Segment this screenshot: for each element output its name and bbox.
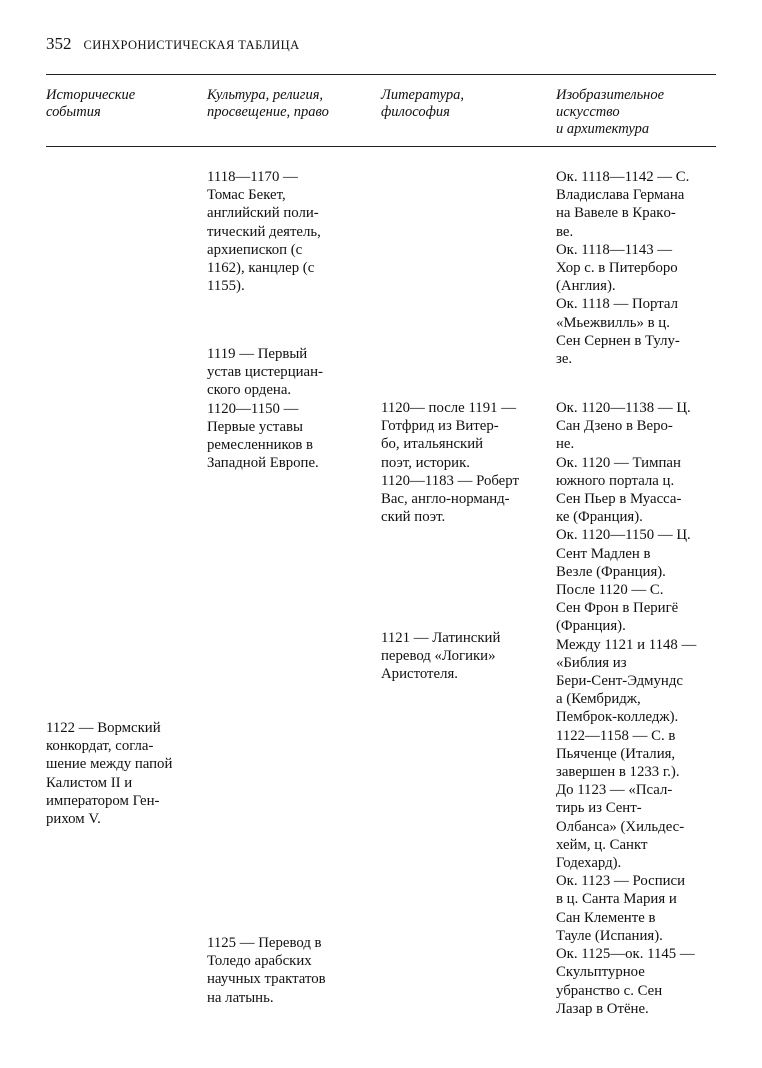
entry-line: в ц. Санта Мария и (556, 891, 677, 908)
entry-line: Скульптурное (556, 964, 645, 981)
entry-line: Сен Пьер в Муасса- (556, 491, 682, 508)
entry-line: конкордат, согла- (46, 738, 154, 755)
entry-line: Ок. 1123 — Росписи (556, 873, 686, 890)
entry-line: шение между папой (46, 756, 173, 773)
culture-entry (207, 934, 377, 1007)
entry-line: Томас Бекет, (207, 187, 286, 204)
entry-line: ского ордена. (207, 382, 292, 399)
entry-line: тический деятель, (207, 223, 321, 240)
entry-line: а (Кембридж, (556, 691, 641, 708)
entry-line: Ок. 1120—1150 — Ц. (556, 527, 691, 544)
entry-line: Сен Сернен в Тулу- (556, 332, 680, 349)
entry-line: Ок. 1120 — Тимпан (556, 454, 681, 471)
header-bottom-rule (46, 146, 716, 147)
entry-line: Сен Фрон в Перигё (556, 600, 679, 617)
entry-line: Ок. 1125—ок. 1145 — (556, 946, 695, 963)
entry-line: 1119 — Первый (207, 346, 308, 362)
entry-line: ке (Франция). (556, 509, 643, 526)
entry-line: Калистом II и (46, 774, 133, 791)
entry-line: устав цистерциан- (207, 364, 323, 381)
entry-line: английский поли- (207, 205, 319, 222)
entry-line: Бери-Сент-Эдмундс (556, 673, 683, 690)
entry-line: хейм, ц. Санкт (556, 836, 648, 853)
entry-line: Годехард). (556, 855, 622, 872)
entry-line: Владислава Германа (556, 187, 685, 204)
entry-line: Лазар в Отёне. (556, 1000, 649, 1017)
entry-line: Ок. 1120—1138 — Ц. (556, 400, 691, 416)
entry-line: рихом V. (46, 811, 101, 828)
entry-line: Ок. 1118 — Портал (556, 296, 678, 313)
entry-line: 1120— после 1191 — (381, 400, 516, 416)
entry-line: 1162), канцлер (с (207, 260, 315, 277)
culture-entry (207, 345, 377, 472)
entry-line: До 1123 — «Псал- (556, 782, 673, 799)
entry-line: «Библия из (556, 654, 627, 671)
entry-line: Пьяченце (Италия, (556, 745, 676, 762)
entry-line: 1122 — Вормский (46, 720, 161, 736)
entry-line: 1121 — Латинский (381, 630, 501, 646)
entry-line: научных трактатов (207, 971, 326, 988)
entry-line: Готфрид из Витер- (381, 418, 499, 435)
column-header-history: Исторические события (46, 87, 136, 120)
entry-line: (Англия). (556, 278, 616, 295)
entry-line: Толедо арабских (207, 953, 312, 970)
entry-line: 1120—1150 — (207, 400, 299, 417)
entry-line: Ок. 1118—1143 — (556, 241, 673, 258)
culture-entry (207, 168, 377, 295)
entry-line: Хор с. в Питерборо (556, 260, 678, 277)
entry-line: Западной Европе. (207, 455, 319, 472)
entry-line: 1122—1158 — С. в (556, 727, 676, 744)
entry-line: 1125 — Перевод в (207, 935, 322, 951)
entry-line: ве. (556, 223, 574, 240)
entry-line: перевод «Логики» (381, 648, 496, 665)
art-entry (556, 399, 726, 1018)
entry-line: южного портала ц. (556, 472, 675, 489)
entry-line: Ок. 1118—1142 — С. (556, 169, 690, 185)
art-entry (556, 168, 726, 368)
entry-line: 1155). (207, 278, 245, 295)
entry-line: архиепископ (с (207, 241, 303, 258)
entry-line: убранство с. Сен (556, 982, 663, 999)
entry-line: После 1120 — С. (556, 582, 664, 599)
column-header-literature: Литература, философия (381, 87, 464, 120)
literature-entry (381, 629, 553, 684)
entry-line: поэт, историк. (381, 454, 470, 471)
entry-line: «Мьежвилль» в ц. (556, 314, 670, 331)
page-title: СИНХРОНИСТИЧЕСКАЯ ТАБЛИЦА (83, 38, 300, 52)
entry-line: зе. (556, 351, 573, 368)
literature-entry (381, 399, 553, 526)
header-top-rule (46, 74, 716, 75)
entry-line: бо, итальянский (381, 436, 484, 453)
history-entry (46, 719, 206, 828)
entry-line: (Франция). (556, 618, 626, 635)
column-header-art: Изобразительное искусство и архитектура (556, 87, 665, 137)
column-header-culture: Культура, религия, просвещение, право (207, 87, 329, 120)
entry-line: Пемброк-колледж). (556, 709, 679, 726)
entry-line: тирь из Сент- (556, 800, 642, 817)
entry-line: Везле (Франция). (556, 563, 666, 580)
entry-line: не. (556, 436, 575, 453)
entry-line: завершен в 1233 г.). (556, 764, 680, 781)
entry-line: 1118—1170 — (207, 169, 298, 185)
entry-line: Вас, англо-норманд- (381, 491, 510, 508)
entry-line: Сент Мадлен в (556, 545, 651, 562)
entry-line: ремесленников в (207, 437, 314, 454)
entry-line: Тауле (Испания). (556, 927, 663, 944)
entry-line: ский поэт. (381, 509, 446, 526)
entry-line: 1120—1183 — Роберт (381, 472, 519, 489)
entry-line: Олбанса» (Хильдес- (556, 818, 685, 835)
entry-line: императором Ген- (46, 792, 160, 809)
entry-line: Первые уставы (207, 418, 303, 435)
entry-line: на Вавеле в Кракo- (556, 205, 676, 222)
entry-line: Между 1121 и 1148 — (556, 636, 697, 653)
entry-line: Сан Дзено в Веро- (556, 418, 673, 435)
page-header (46, 34, 300, 54)
entry-line: Сан Клементе в (556, 909, 656, 926)
page-number: 352 (46, 34, 72, 53)
entry-line: Аристотеля. (381, 666, 458, 683)
entry-line: на латынь. (207, 989, 274, 1006)
